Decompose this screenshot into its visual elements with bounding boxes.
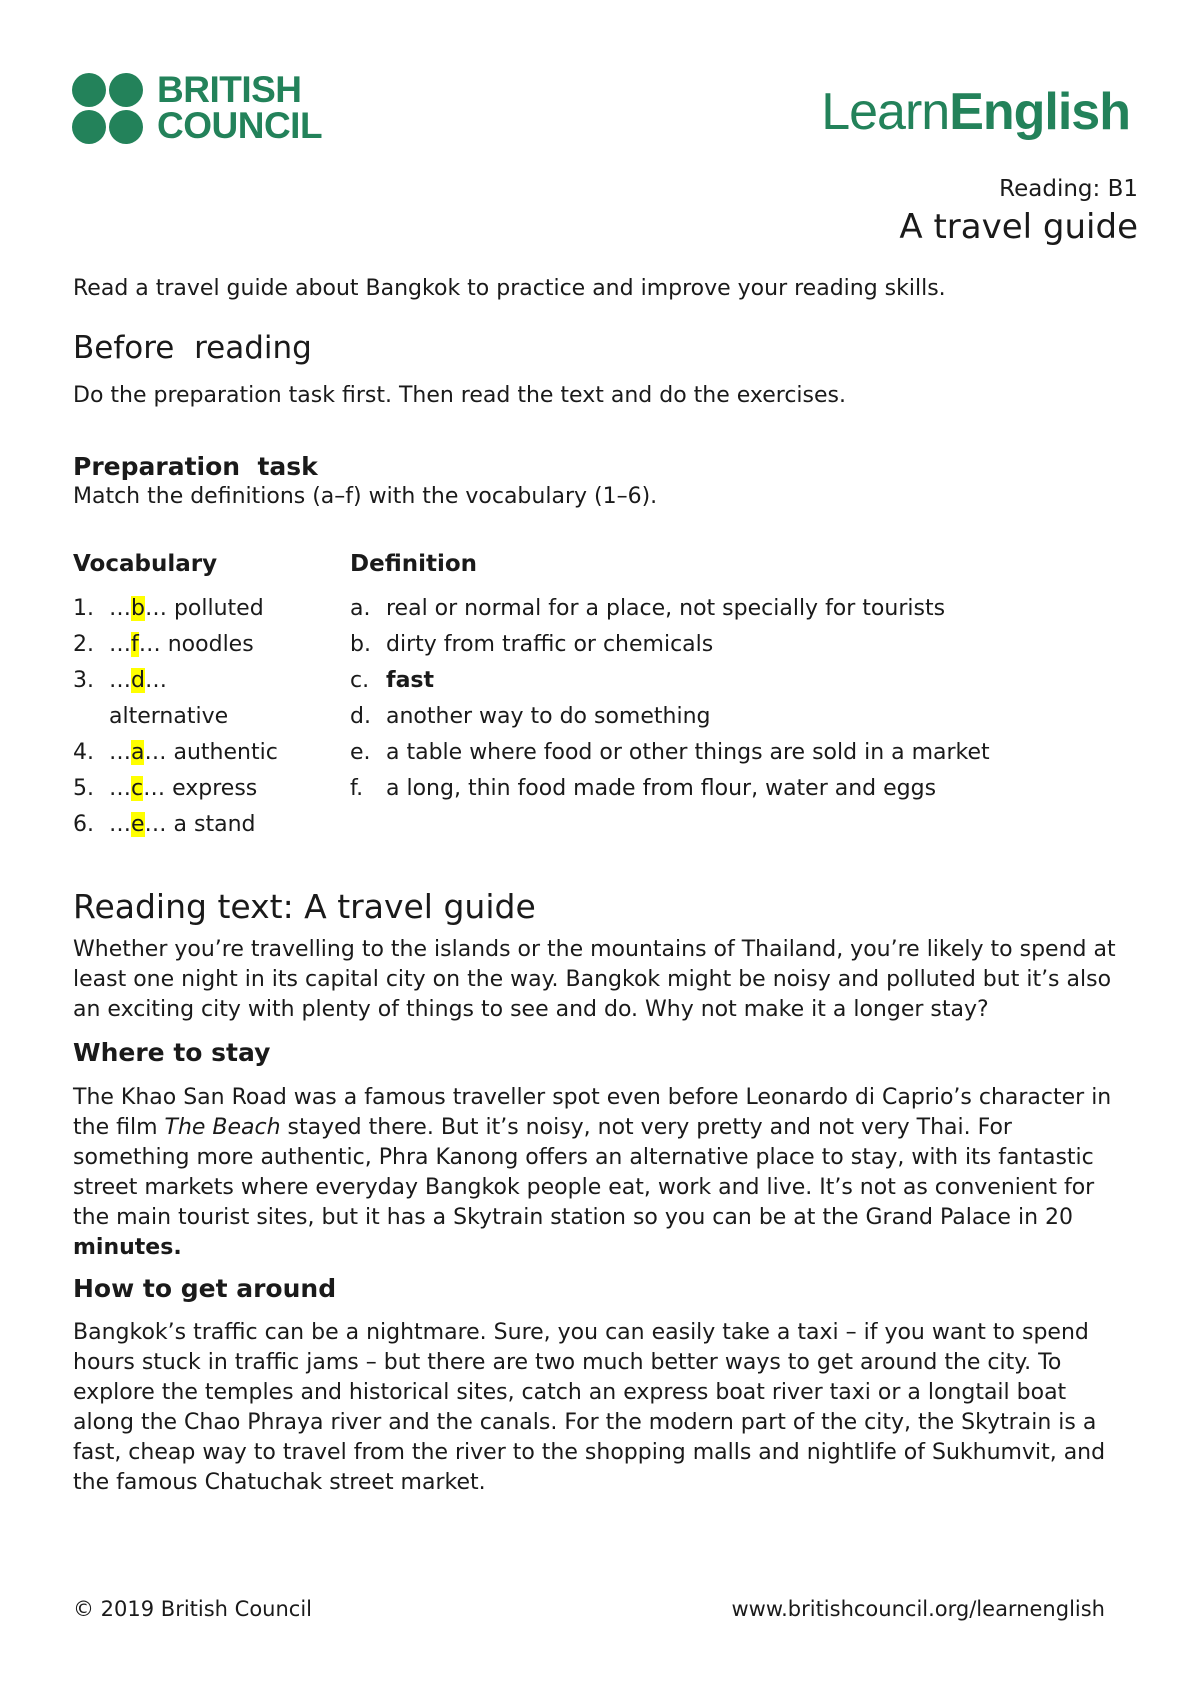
answer-highlight: d (131, 668, 145, 693)
vocabulary-item: 3. …d… alternative (73, 668, 229, 729)
copyright-notice: © 2019 British Council (73, 1597, 313, 1621)
reading-intro-paragraph: Whether you’re travelling to the islands or the mountains of Thailand, you’re likely to spend at least one night in its capital city on the way. Bangkok might be noisy and polluted but it’s also an exciting city with plenty of things to see and do. Why not make it a longer stay? (73, 937, 1116, 1022)
preparation-task-heading: Preparation task (73, 452, 318, 481)
vocabulary-list (73, 591, 293, 843)
answer-highlight: e (131, 812, 145, 837)
how-to-get-around-heading: How to get around (73, 1274, 337, 1303)
answer-highlight: b (131, 596, 145, 621)
definition-header: Definition (350, 551, 478, 577)
vocabulary-header: Vocabulary (73, 551, 218, 577)
definition-item: f. a long, thin food made from flour, water and eggs (350, 776, 937, 801)
vocabulary-item: 1. …b… polluted (73, 596, 264, 621)
british-council-wordmark: BRITISH COUNCIL (157, 69, 323, 146)
vocabulary-item: 4. …a… authentic (73, 740, 278, 765)
before-reading-heading: Before reading (73, 330, 312, 366)
how-to-get-around-paragraph: Bangkok’s traffic can be a nightmare. Sure, you can easily take a taxi – if you want to spend hours stuck in traffic jams – but there are two much better ways to get around the city. To explore the temples and historical sites, catch an express boat river taxi or a longtail boat along the Chao Phraya river and the canals. For the modern part of the city, the Skytrain is a fast, cheap way to travel from the river to the shopping malls and nightlife of Sukhumvit, and the famous Chatuchak street market. (73, 1320, 1106, 1495)
definition-list (350, 591, 1110, 807)
definition-item: b. dirty from traffic or chemicals (350, 632, 714, 657)
definition-item: e. a table where food or other things are sold in a market (350, 740, 990, 765)
definition-item: d. another way to do something (350, 704, 711, 729)
document-title: A travel guide (899, 207, 1138, 247)
definition-column (350, 551, 1110, 807)
learnenglish-logo: LearnEnglish (821, 83, 1130, 141)
definition-item: c. fast (350, 668, 435, 693)
vocabulary-column (73, 551, 293, 843)
footer-url: www.britishcouncil.org/learnenglish (731, 1597, 1105, 1621)
intro-text: Read a travel guide about Bangkok to practice and improve your reading skills. (73, 276, 946, 301)
film-title: The Beach (164, 1115, 281, 1140)
where-to-stay-heading: Where to stay (73, 1038, 271, 1067)
british-council-logo (72, 69, 323, 146)
answer-highlight: f (131, 632, 139, 657)
vocabulary-item: 5. …c… express (73, 776, 258, 801)
before-reading-instruction: Do the preparation task first. Then read the text and do the exercises. (73, 383, 846, 408)
british-council-dots-icon (72, 73, 143, 144)
level-label: Reading: B1 (999, 176, 1138, 202)
where-to-stay-paragraph: The Khao San Road was a famous traveller spot even before Leonardo di Caprio’s character in the film The Beach stayed there. But it’s noisy, not very pretty and not very Thai. For something more authentic, Phra Kanong offers an alternative place to stay, with its fantastic street markets where everyday Bangkok people eat, work and live. It’s not as convenient for the main tourist sites, but it has a Skytrain station so you can be at the Grand Palace in 20 minutes. (73, 1085, 1112, 1260)
definition-item: a. real or normal for a place, not specially for tourists (350, 596, 946, 621)
answer-highlight: c (131, 776, 144, 801)
preparation-task-instruction: Match the definitions (a–f) with the vocabulary (1–6). (73, 484, 658, 509)
reading-text-heading: Reading text: A travel guide (73, 887, 536, 926)
vocabulary-item: 2. …f… noodles (73, 632, 254, 657)
vocabulary-item: 6. …e… a stand (73, 812, 256, 837)
answer-highlight: a (131, 740, 145, 765)
